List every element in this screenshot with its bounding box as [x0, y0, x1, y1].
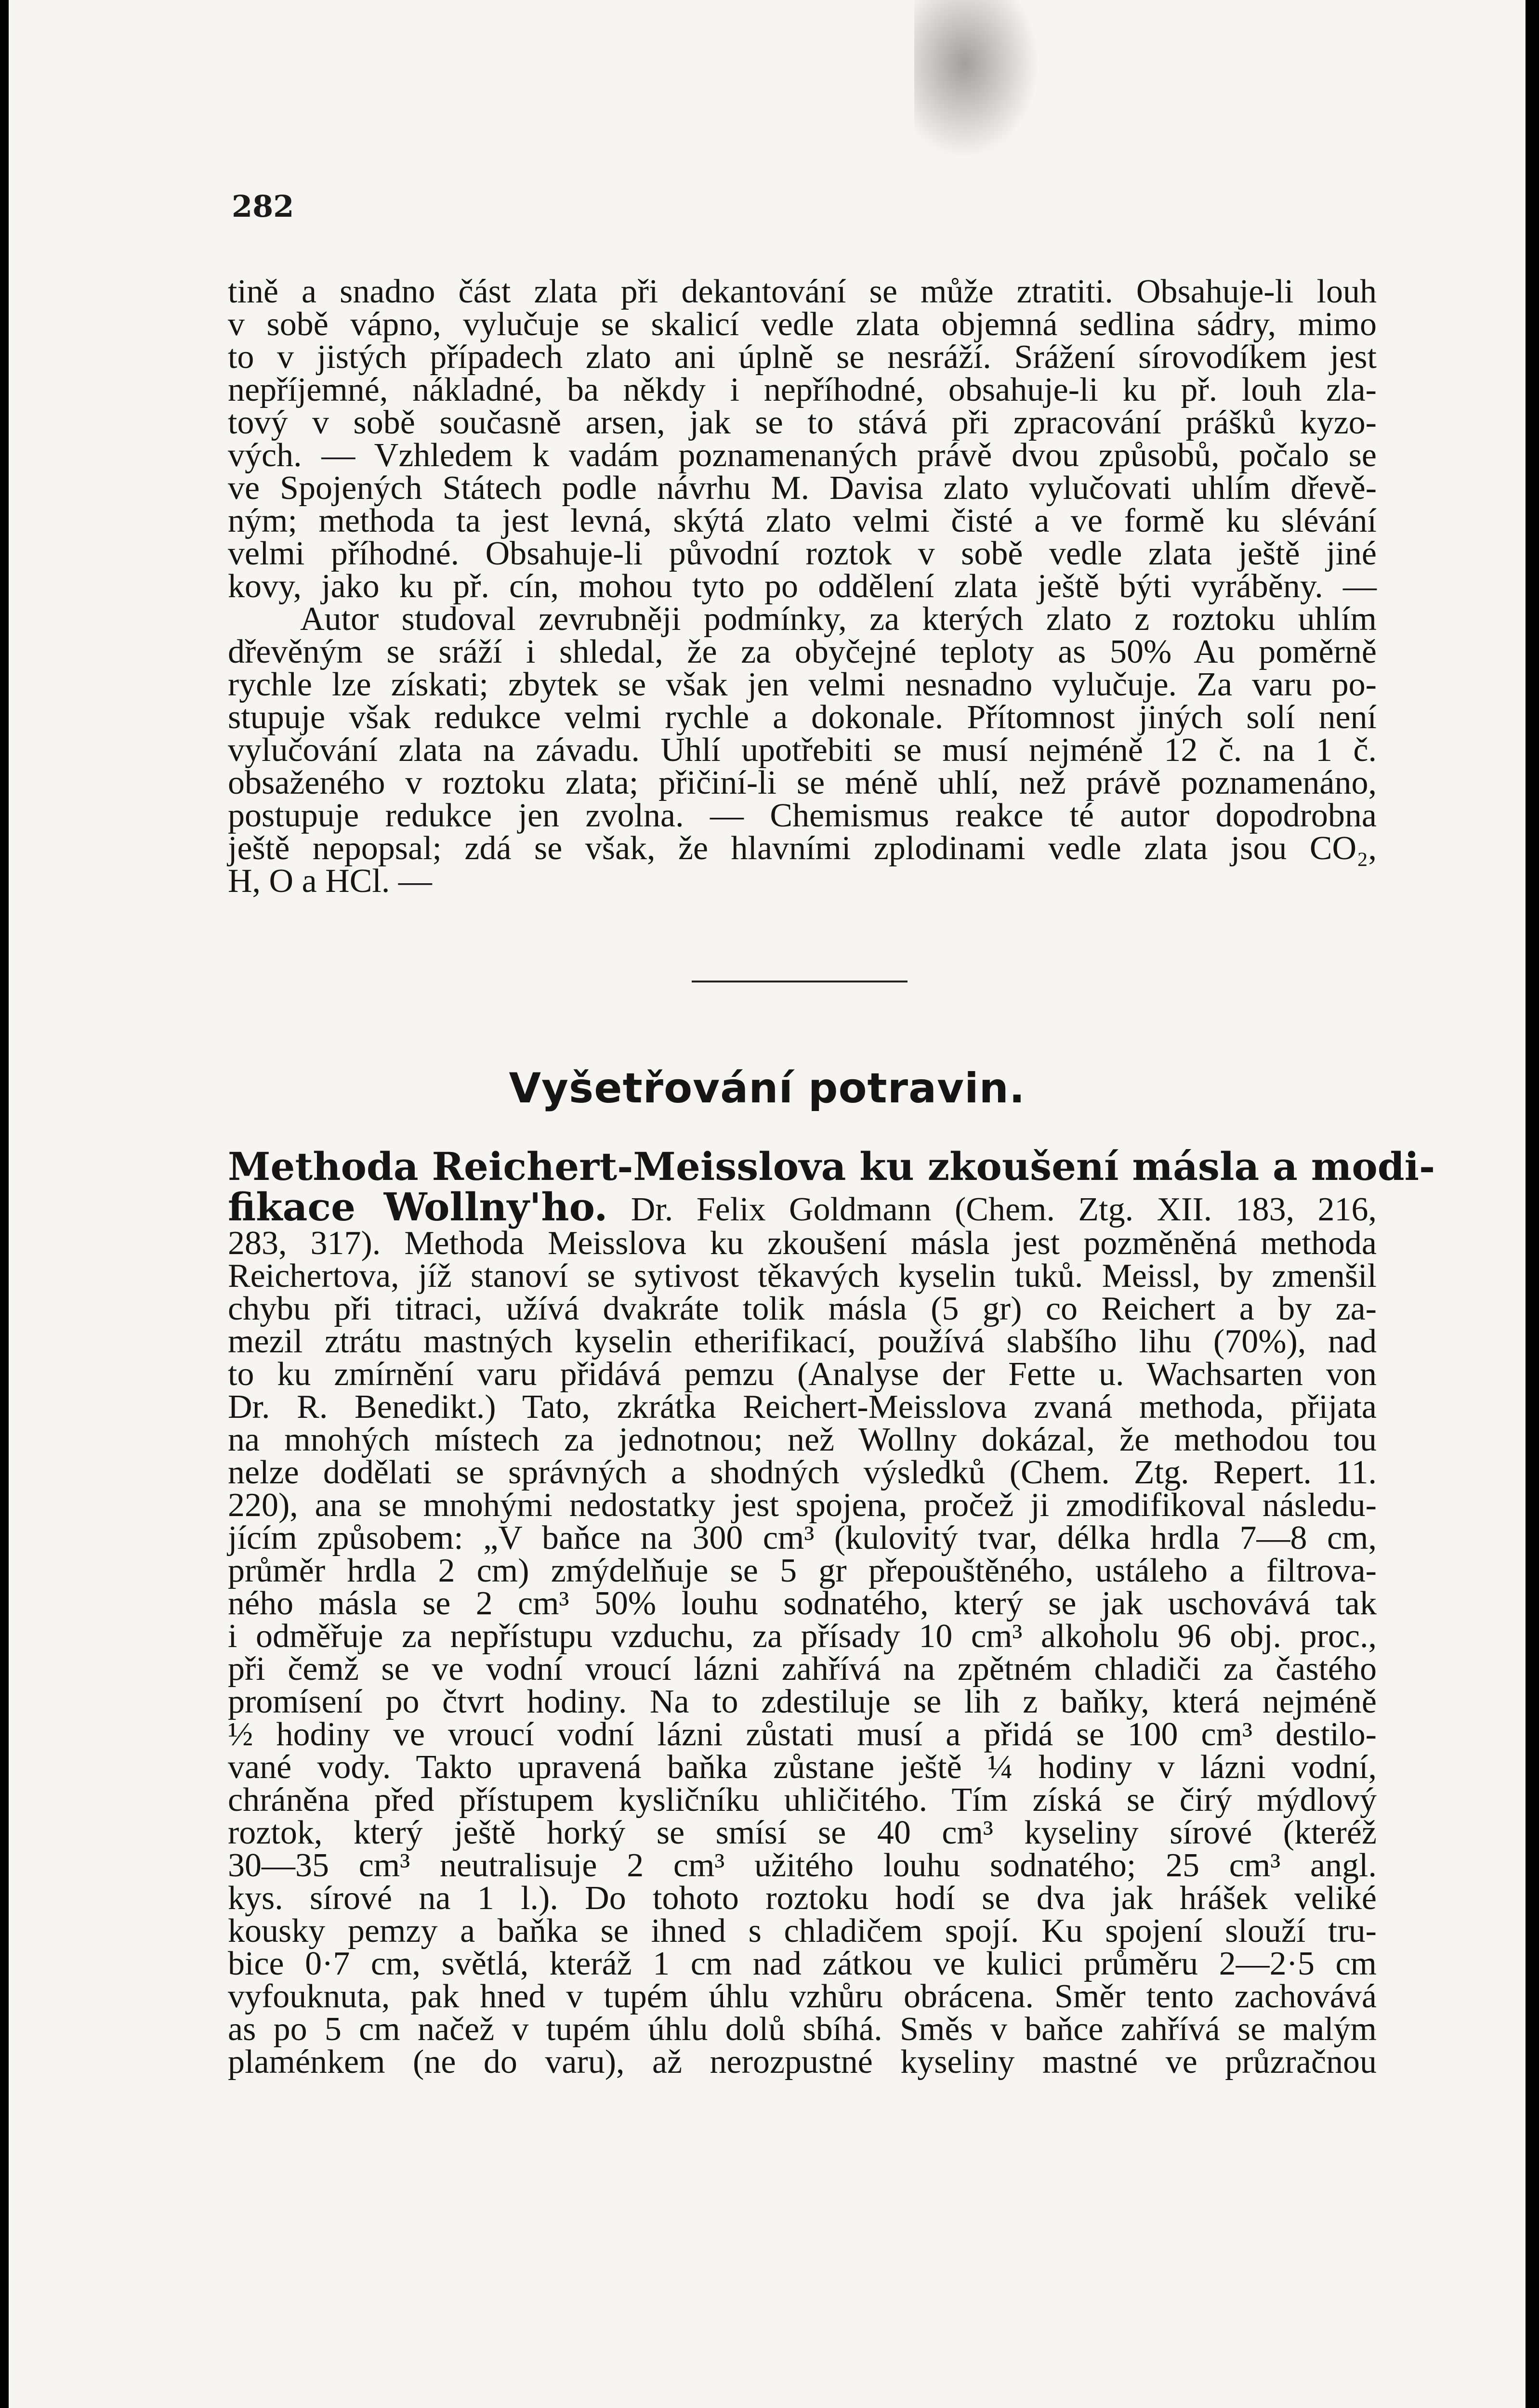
scan-edge [1530, 0, 1539, 2408]
text-line: dřevěným se sráží i shledal, že za obyčejné teploty as 50% Au poměrně [228, 633, 1377, 670]
section-divider [692, 981, 908, 982]
text-line: velmi příhodné. Obsahuje-li původní roztok v sobě vedle zlata ještě jiné [228, 535, 1377, 572]
text-line: průměr hrdla 2 cm) zmýdelňuje se 5 gr přepouštěného, ustáleho a filtrova- [228, 1552, 1377, 1589]
text-line: i odměřuje za nepřístupu vzduchu, za přísady 10 cm³ alkoholu 96 obj. proc., [228, 1618, 1377, 1655]
text-line: rychle lze získati; zbytek se však jen velmi nesnadno vylučuje. Za varu po- [228, 666, 1377, 703]
text-line: obsaženého v roztoku zlata; přičiní-li se méně uhlí, než právě poznamenáno, [228, 764, 1377, 801]
text-line: ným; methoda ta jest levná, skýtá zlato velmi čisté a ve formě ku slévání [228, 502, 1377, 539]
scan-smudge [914, 0, 1039, 159]
section-heading: Vyšetřování potravin. [509, 1064, 1026, 1112]
text-line: ného másla se 2 cm³ 50% louhu sodnatého, který se jak uschovává tak [228, 1585, 1377, 1622]
article-title-cont: fikace Wollny'ho. [228, 1184, 608, 1230]
text-line: v sobě vápno, vylučuje se skalicí vedle zlata objemná sedlina sádry, mimo [228, 306, 1377, 343]
text-line: kovy, jako ku př. cín, mohou tyto po oddělení zlata ještě býti vyráběny. — [228, 568, 1377, 605]
text-line: chráněna před přístupem kysličníku uhličitého. Tím získá se čirý mýdlový [228, 1781, 1377, 1819]
text-line: ještě nepopsal; zdá se však, že hlavními zplodinami vedle zlata jsou CO₂, [228, 830, 1377, 867]
text-line: tový v sobě současně arsen, jak se to stává při zpracování prášků kyzo- [228, 404, 1377, 441]
text-line: tině a snadno část zlata při dekantování se může ztratiti. Obsahuje-li louh [228, 273, 1377, 310]
text-line: ½ hodiny ve vroucí vodní lázni zůstati musí a přidá se 100 cm³ destilo- [228, 1716, 1377, 1753]
text-line: 220), ana se mnohými nedostatky jest spojena, pročež ji zmodifikoval následu- [228, 1487, 1377, 1524]
text-line: ve Spojených Státech podle návrhu M. Davisa zlato vylučovati uhlím dřevě- [228, 470, 1377, 507]
paragraph-gold-recovery [228, 275, 1377, 898]
text-line: stupuje však redukce velmi rychle a dokonale. Přítomnost jiných solí není [228, 699, 1377, 736]
text-line: H, O a HCl. — [228, 863, 432, 900]
text-line: na mnohých místech za jednotnou; než Wollny dokázal, že methodou tou [228, 1421, 1377, 1458]
text-line: Dr. R. Benedikt.) Tato, zkrátka Reichert-Meisslova zvaná methoda, přijata [228, 1388, 1377, 1426]
text-line: vých. — Vzhledem k vadám poznamenaných právě dvou způsobů, počalo se [228, 437, 1377, 474]
text-line: kys. sírové na 1 l.). Do tohoto roztoku hodí se dva jak hrášek veliké [228, 1880, 1377, 1917]
text-line: Autor studoval zevrubněji podmínky, za kterých zlato z roztoku uhlím [300, 601, 1377, 638]
text-line: Reichertova, jíž stanoví se sytivost těkavých kyselin tuků. Meissl, by zmenšil [228, 1257, 1377, 1295]
article-title-line [228, 1184, 1377, 1230]
text-line: to ku zmírnění varu přidává pemzu (Analyse der Fette u. Wachsarten von [228, 1356, 1377, 1393]
text-line: as po 5 cm načež v tupém úhlu dolů sbíhá. Směs v baňce zahřívá se malým [228, 2011, 1377, 2048]
text-line: to v jistých případech zlato ani úplně se nesráží. Srážení sírovodíkem jest [228, 339, 1377, 376]
scanned-page [9, 0, 1526, 2408]
text-line: 30—35 cm³ neutralisuje 2 cm³ užitého louhu sodnatého; 25 cm³ angl. [228, 1847, 1377, 1884]
text-line: nelze dodělati se správných a shodných výsledků (Chem. Ztg. Repert. 11. [228, 1454, 1377, 1491]
article-title: Methoda Reichert-Meisslova ku zkoušení másla a modi- [228, 1144, 1435, 1189]
text-line: vylučování zlata na závadu. Uhlí upotřebiti se musí nejméně 12 č. na 1 č. [228, 732, 1377, 769]
text-line: při čemž se ve vodní vroucí lázni zahřívá na zpětném chladiči za častého [228, 1650, 1377, 1688]
text-line: nepříjemné, nákladné, ba někdy i nepříhodné, obsahuje-li ku př. louh zla- [228, 371, 1377, 408]
page-number: 282 [232, 189, 294, 224]
text-line: mezil ztrátu mastných kyselin etherifikací, používá slabšího lihu (70%), nad [228, 1323, 1377, 1360]
article-title-line [228, 1144, 1435, 1189]
article-reichert-meissl [228, 1144, 1435, 2081]
text-line: vané vody. Takto upravená baňka zůstane ještě ¼ hodiny v lázni vodní, [228, 1749, 1377, 1786]
article-citation: Dr. Felix Goldmann (Chem. Ztg. XII. 183, 216, [607, 1191, 1377, 1228]
text-line: jícím způsobem: „V baňce na 300 cm³ (kulovitý tvar, délka hrdla 7—8 cm, [228, 1519, 1377, 1557]
text-line: bice 0·7 cm, světlá, kteráž 1 cm nad zátkou ve kulici průměru 2—2·5 cm [228, 1945, 1377, 1982]
text-line: chybu při titraci, užívá dvakráte tolik másla (5 gr) co Reichert a by za- [228, 1290, 1377, 1327]
text-line: vyfouknuta, pak hned v tupém úhlu vzhůru obrácena. Směr tento zachovává [228, 1978, 1377, 2015]
text-line: kousky pemzy a baňka se ihned s chladičem spojí. Ku spojení slouží tru- [228, 1912, 1377, 1950]
text-line: postupuje redukce jen zvolna. — Chemismus reakce té autor dopodrobna [228, 797, 1377, 834]
text-line: roztok, který ještě horký se smísí se 40 cm³ kyseliny sírové (kteréž [228, 1814, 1377, 1851]
text-line: 283, 317). Methoda Meisslova ku zkoušení másla jest pozměněná methoda [228, 1225, 1377, 1262]
text-line: plaménkem (ne do varu), až nerozpustné kyseliny mastné ve průzračnou [228, 2043, 1377, 2081]
text-line: promísení po čtvrt hodiny. Na to zdestiluje se lih z baňky, která nejméně [228, 1683, 1377, 1720]
